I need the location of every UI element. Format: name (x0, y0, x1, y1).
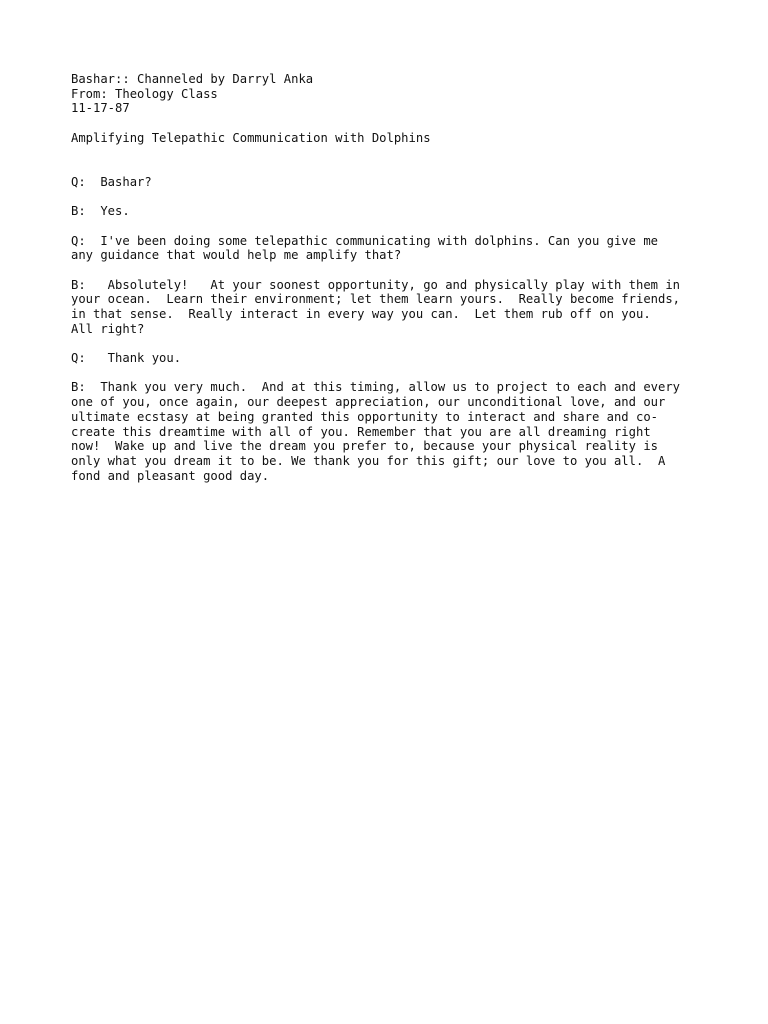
dialogue-line: create this dreamtime with all of you. Remember that you are all dreaming right (71, 424, 651, 439)
document-page (71, 72, 711, 483)
blank-line (71, 160, 711, 175)
dialogue-line: Q: Thank you. (71, 351, 182, 366)
blank-line (71, 219, 711, 234)
blank-line (71, 366, 711, 381)
dialogue-line: B: Absolutely! At your soonest opportunity, go and physically play with them in (71, 277, 681, 292)
blank-line (71, 263, 711, 278)
document-title: Amplifying Telepathic Communication with Dolphins (71, 130, 431, 145)
dialogue-line: B: Yes. (71, 204, 130, 219)
dialogue-line: only what you dream it to be. We thank you for this gift; our love to you all. A (71, 453, 666, 468)
dialogue-line: any guidance that would help me amplify that? (71, 248, 402, 263)
dialogue-line: B: Thank you very much. And at this timing, allow us to project to each and every (71, 380, 681, 395)
blank-line (71, 145, 711, 160)
blank-line (71, 336, 711, 351)
dialogue-line: Q: I've been doing some telepathic communicating with dolphins. Can you give me (71, 233, 658, 248)
dialogue-line: fond and pleasant good day. (71, 468, 270, 483)
header-source-line: From: Theology Class (71, 86, 218, 101)
dialogue-line: All right? (71, 321, 145, 336)
dialogue-line: one of you, once again, our deepest appreciation, our unconditional love, and our (71, 395, 666, 410)
dialogue-line: your ocean. Learn their environment; let them learn yours. Really become friends, (71, 292, 681, 307)
blank-line (71, 116, 711, 131)
blank-line (71, 190, 711, 205)
dialogue-line: in that sense. Really interact in every way you can. Let them rub off on you. (71, 307, 651, 321)
header-date-line: 11-17-87 (71, 101, 130, 116)
header-channel-line: Bashar:: Channeled by Darryl Anka (71, 72, 314, 86)
dialogue-line: now! Wake up and live the dream you prefer to, because your physical reality is (71, 439, 658, 454)
dialogue-line: ultimate ecstasy at being granted this opportunity to interact and share and co- (71, 409, 658, 424)
dialogue-line: Q: Bashar? (71, 174, 152, 189)
